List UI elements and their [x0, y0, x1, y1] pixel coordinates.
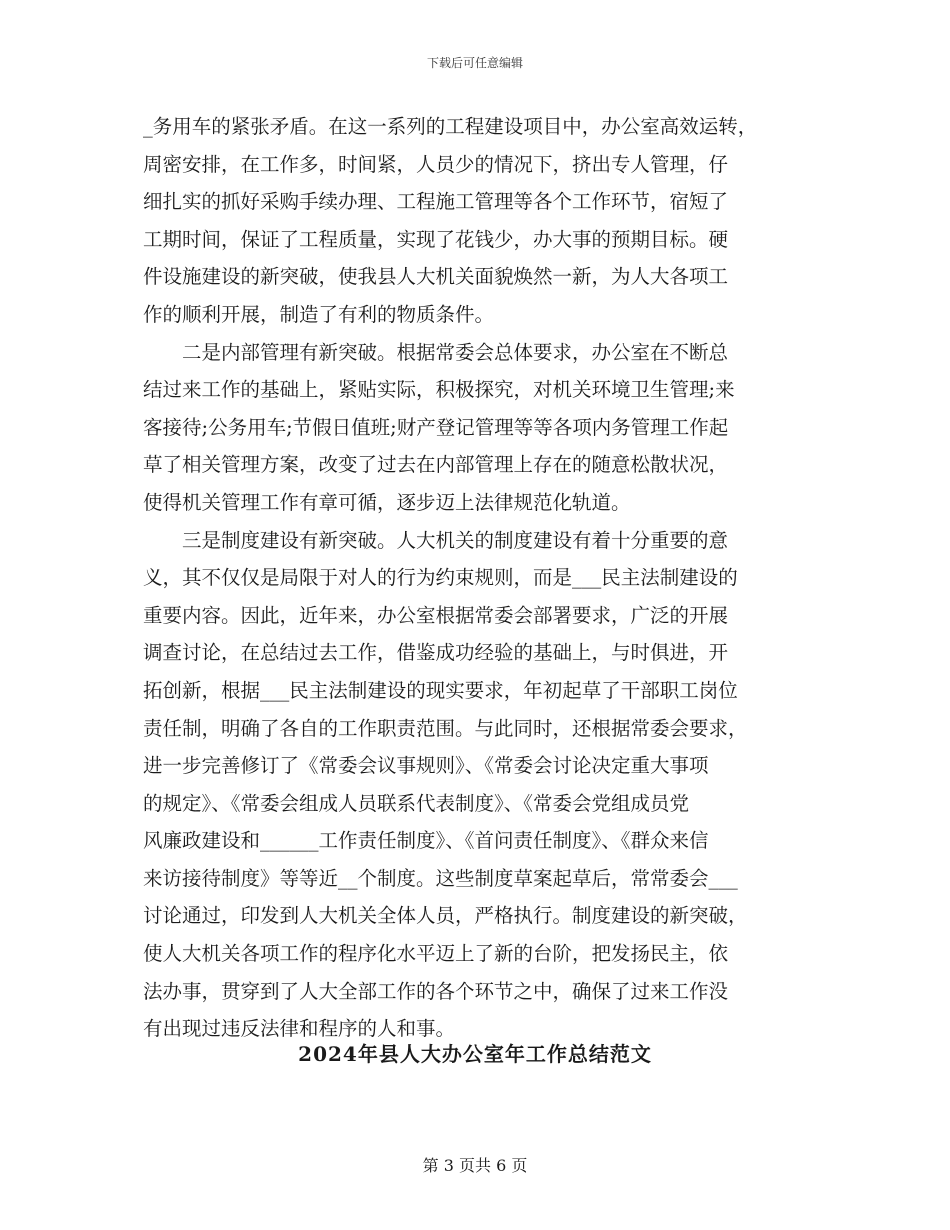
body-line: 使得机关管理工作有章可循，逐步迈上法律规范化轨道。 — [143, 490, 631, 514]
body-line: 讨论通过，印发到人大机关全体人员，严格执行。制度建设的新突破， — [143, 904, 748, 928]
body-line: 拓创新，根据___民主法制建设的现实要求，年初起草了干部职工岗位 — [143, 678, 738, 702]
body-line: 来访接待制度》等等近__个制度。这些制度草案起草后，常常委会___ — [143, 866, 738, 890]
body-line: 二是内部管理有新突破。根据常委会总体要求，办公室在不断总 — [143, 340, 729, 364]
body-line: 风廉政建设和______工作责任制度》、《首问责任制度》、《群众来信 — [143, 829, 709, 853]
page-header-note: 下载后可任意编辑 — [426, 56, 523, 70]
body-line: 调查讨论，在总结过去工作，借鉴成功经验的基础上，与时俱进，开 — [143, 641, 729, 665]
body-line: 作的顺利开展，制造了有利的物质条件。 — [143, 302, 495, 326]
page-number: 第 3 页共 6 页 — [422, 1156, 528, 1175]
body-line: 工期时间，保证了工程质量，实现了花钱少，办大事的预期目标。硬 — [143, 227, 729, 251]
document-title: 2024年县人大办公室年工作总结范文 — [298, 1042, 652, 1066]
body-line: 客接待;公务用车;节假日值班;财产登记管理等等各项内务管理工作起 — [143, 415, 729, 439]
body-line: 进一步完善修订了《常委会议事规则》、《常委会讨论决定重大事项 — [143, 754, 709, 778]
body-line: _务用车的紧张矛盾。在这一系列的工程建设项目中，办公室高效运转， — [143, 115, 758, 138]
body-line: 细扎实的抓好采购手续办理、工程施工管理等各个工作环节，宿短了 — [143, 190, 729, 214]
body-line: 草了相关管理方案，改变了过去在内部管理上存在的随意松散状况， — [143, 453, 729, 477]
body-line: 责任制，明确了各自的工作职责范围。与此同时，还根据常委会要求， — [143, 716, 748, 740]
body-line: 义，其不仅仅是局限于对人的行为约束规则，而是___民主法制建设的 — [143, 566, 738, 590]
body-line: 使人大机关各项工作的程序化水平迈上了新的台阶，把发扬民主，依 — [143, 942, 729, 966]
body-line: 法办事，贯穿到了人大全部工作的各个环节之中，确保了过来工作没 — [143, 979, 729, 1003]
body-line: 件设施建设的新突破，使我县人大机关面貌焕然一新，为人大各项工 — [143, 265, 729, 289]
body-line: 的规定》、《常委会组成人员联系代表制度》、《常委会党组成员党 — [143, 791, 690, 815]
body-line: 有出现过违反法律和程序的人和事。 — [143, 1017, 456, 1041]
body-line: 重要内容。因此，近年来，办公室根据常委会部署要求，广泛的开展 — [143, 603, 729, 627]
body-line: 结过来工作的基础上，紧贴实际，积极探究，对机关环境卫生管理;来 — [143, 378, 735, 402]
document-body — [143, 108, 803, 1048]
body-line: 三是制度建设有新突破。人大机关的制度建设有着十分重要的意 — [143, 528, 729, 552]
body-line: 周密安排，在工作多，时间紧，人员少的情况下，挤出专人管理，仔 — [143, 152, 729, 176]
